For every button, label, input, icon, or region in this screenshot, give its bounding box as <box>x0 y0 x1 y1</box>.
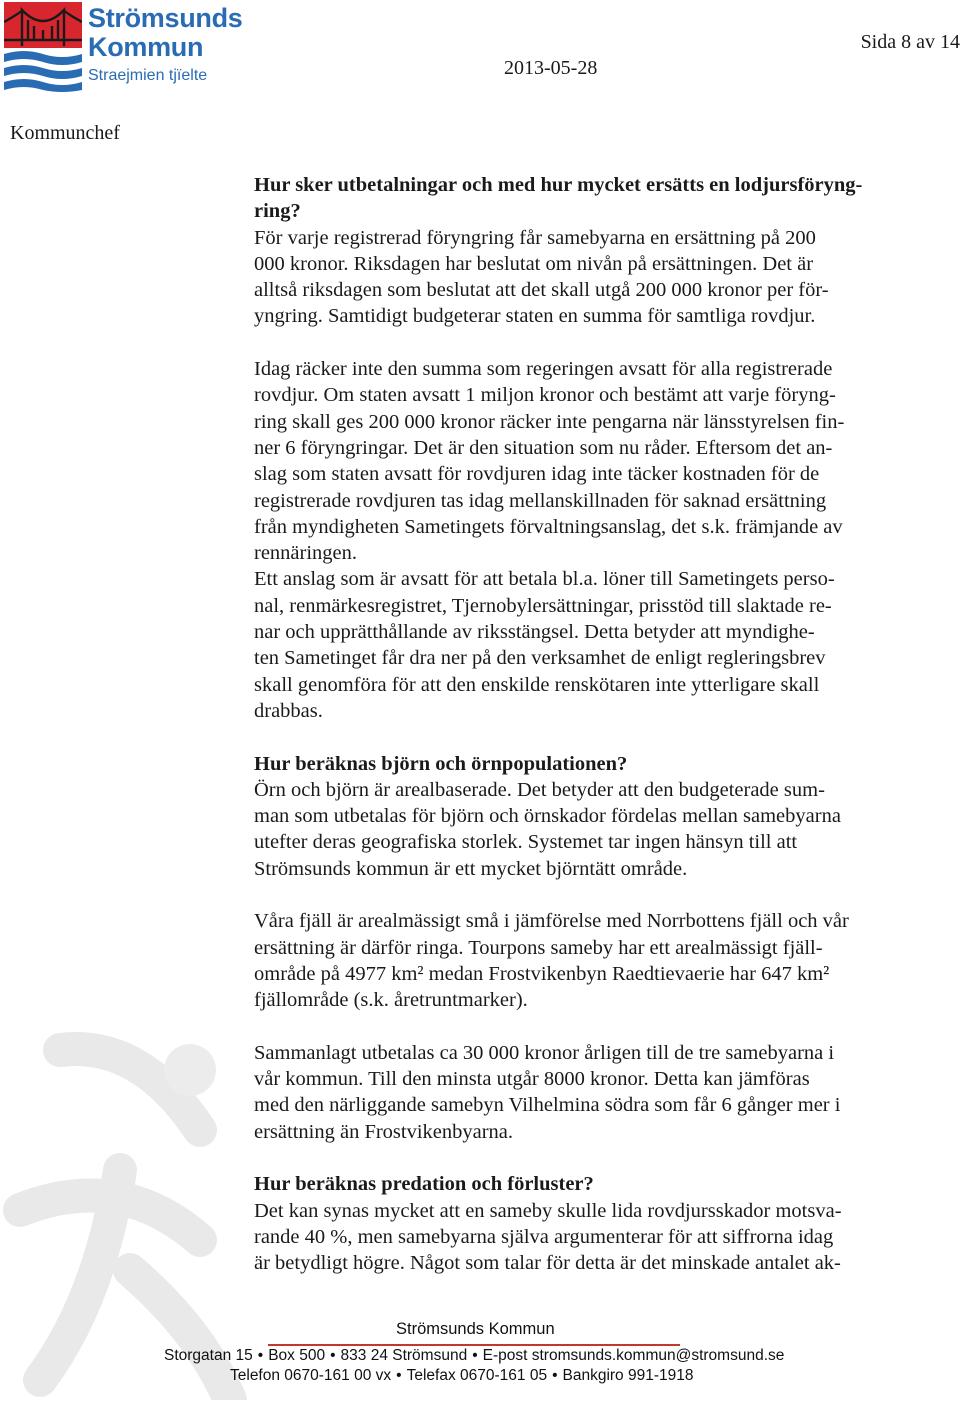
bullet-icon: • <box>552 1367 558 1384</box>
bridge-waves-icon <box>4 2 82 94</box>
paragraph: Idag räcker inte den summa som regeringen avsatt för alla registrerade rovdjur. Om staten avsatt 1 miljon kronor och bestämt att varje föryng- ring skall ges 200 000 kronor räcker inte pengarna när länsstyrelsen fin- ner 6 föryngringar. Det är den situation som nu råder. Eftersom det an- slag som staten avsatt för rovdjuren idag inte täcker kostnaden för de registrerade rovdjuren tas idag mellanskillnaden för saknad ersättning från myndigheten Sametingets förvaltningsanslag, det s.k. främjande av rennäringen. <box>254 358 845 565</box>
section-heading-population: Hur beräknas björn och örnpopulationen? <box>254 752 628 775</box>
document-date: 2013-05-28 <box>504 57 598 79</box>
footer-contact-line <box>230 1367 694 1385</box>
logo-name-line1: Strömsunds <box>88 3 243 33</box>
paragraph: Örn och björn är arealbaserade. Det betyder att den budgeterade sum- man som utbetalas för björn och örnskador fördelas mellan samebyarna utefter deras geografiska storlek. Systemet tar ingen hänsyn till att Strömsunds kommun är ett mycket björntätt område. <box>254 778 841 880</box>
paragraph: Våra fjäll är arealmässigt små i jämförelse med Norrbottens fjäll och vår ersättning är därför ringa. Tourpons sameby har ett arealmässigt fjäll- område på 4977 km² medan Frostvikenbyn Raedtievaerie har 647 km² fjällområde (s.k. åretruntmarker). <box>254 910 849 1012</box>
footer-divider <box>268 1344 680 1346</box>
section-heading-predation: Hur beräknas predation och förluster? <box>254 1173 594 1196</box>
watermark-figure <box>0 1010 260 1400</box>
page-number: Sida 8 av 14 <box>860 31 960 53</box>
footer-bankgiro: Bankgiro 991-1918 <box>562 1367 694 1384</box>
bullet-icon: • <box>396 1367 402 1384</box>
logo-sami-name: Straejmien tjïelte <box>88 67 208 84</box>
footer-street: Storgatan 15 <box>164 1347 253 1364</box>
section-heading-payments: Hur sker utbetalningar och med hur mycket ersätts en lodjursföryng- ring? <box>254 174 863 223</box>
footer-org-name: Strömsunds Kommun <box>396 1320 555 1338</box>
logo-wordmark <box>88 4 243 87</box>
logo-name-line2: Kommun <box>88 32 204 62</box>
footer-email: E-post stromsunds.kommun@stromsund.se <box>482 1347 785 1364</box>
paragraph: Sammanlagt utbetalas ca 30 000 kronor årligen till de tre samebyarna i vår kommun. Till den minsta utgår 8000 kronor. Detta kan jämföras med den närliggande samebyn Vilhelmina södra som får 6 gånger mer i ersättning än Frostvikenbyarna. <box>254 1041 841 1143</box>
footer-phone: Telefon 0670-161 00 vx <box>230 1367 392 1384</box>
document-body <box>254 172 944 1276</box>
bullet-icon: • <box>257 1347 264 1364</box>
department-label: Kommunchef <box>10 122 120 144</box>
paragraph: Det kan synas mycket att en sameby skulle lida rovdjursskador motsva- rande 40 %, men samebyarna själva argumenterar för att siffrorna idag är betydligt högre. Något som talar för detta är det minskade antalet ak- <box>254 1199 842 1275</box>
paragraph: För varje registrerad föryngring får samebyarna en ersättning på 200 000 kronor. Riksdagen har beslutat om nivån på ersättningen. Det är alltså riksdagen som beslutat att det skall utgå 200 000 kronor per för- yngring. Samtidigt budgeterar staten en summa för samtliga rovdjur. <box>254 226 829 328</box>
bullet-icon: • <box>472 1347 478 1364</box>
footer-address-line <box>164 1347 784 1365</box>
paragraph: Ett anslag som är avsatt för att betala bl.a. löner till Sametingets perso- nal, renmärkesregistret, Tjernobylersättningar, prisstöd till slaktade re- nar och upprätthållande av riksstängsel. Detta betyder att myndighe- ten Sametinget får dra ner på den verksamhet de enligt regleringsbrev skall genomföra för att den enskilde renskötaren inte ytterligare skall drabbas. <box>254 568 835 722</box>
bullet-icon: • <box>330 1347 336 1364</box>
municipality-logo <box>4 2 243 97</box>
footer-box: Box 500 <box>268 1347 326 1364</box>
footer-postal: 833 24 Strömsund <box>340 1347 468 1364</box>
footer-fax: Telefax 0670-161 05 <box>406 1367 548 1384</box>
